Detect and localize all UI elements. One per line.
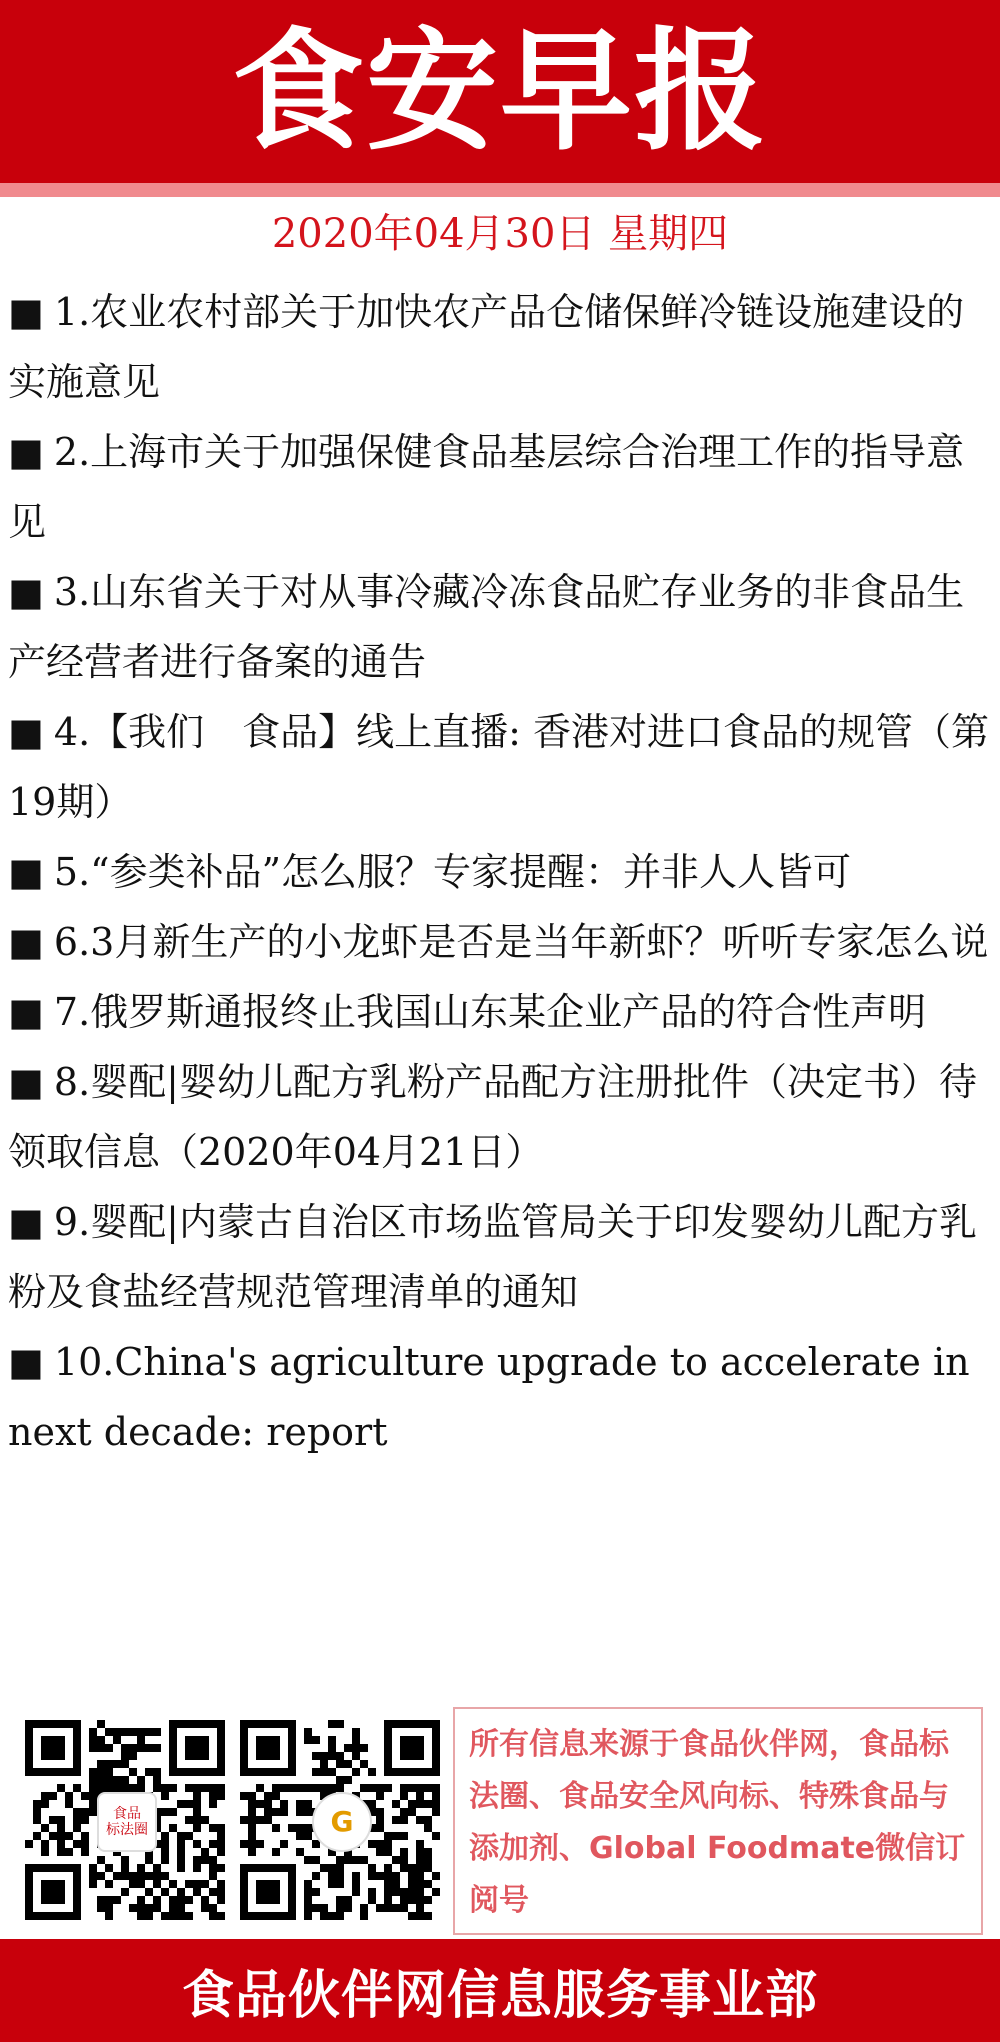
news-item-text: 4.【我们 食品】线上直播: 香港对进口食品的规管（第19期） <box>8 710 990 824</box>
food-label-logo-icon <box>97 1792 157 1852</box>
news-item-text: 5.“参类补品”怎么服？专家提醒：并非人人皆可 <box>53 850 852 894</box>
bullet-icon: ■ <box>8 920 44 964</box>
bullet-icon: ■ <box>8 570 44 614</box>
bullet-icon: ■ <box>8 1060 44 1104</box>
news-item-text: 9.婴配|内蒙古自治区市场监管局关于印发婴幼儿配方乳粉及食盐经营规范管理清单的通知 <box>8 1200 977 1314</box>
news-item-text: 3.山东省关于对从事冷藏冷冻食品贮存业务的非食品生产经营者进行备案的通告 <box>8 570 965 684</box>
news-item-text: 2.上海市关于加强保健食品基层综合治理工作的指导意见 <box>8 430 965 544</box>
bullet-icon: ■ <box>8 850 44 894</box>
bullet-icon: ■ <box>8 1200 44 1244</box>
footer-banner <box>0 1939 1000 2042</box>
bullet-icon: ■ <box>8 430 44 474</box>
header-banner <box>0 0 1000 183</box>
qr-code-icon <box>25 1720 225 1920</box>
qr-logo-text: 食品 标法圈 <box>106 1806 148 1838</box>
news-list <box>8 277 993 1467</box>
news-item-8[interactable] <box>8 1047 993 1187</box>
qr-code-icon <box>240 1720 440 1920</box>
news-item-text: 6.3月新生产的小龙虾是否是当年新虾？听听专家怎么说 <box>53 920 989 964</box>
bullet-icon: ■ <box>8 990 44 1034</box>
source-note <box>453 1707 983 1935</box>
foodmate-logo-icon <box>312 1792 372 1852</box>
bullet-icon: ■ <box>8 290 44 334</box>
bullet-icon: ■ <box>8 1340 44 1384</box>
news-item-1[interactable] <box>8 277 993 417</box>
footer-text: 食品伙伴网信息服务事业部 <box>181 1966 818 2026</box>
report-date: 2020年04月30日 星期四 <box>271 211 729 257</box>
news-item-3[interactable] <box>8 557 993 697</box>
news-item-4[interactable] <box>8 697 993 837</box>
source-note-text: 所有信息来源于食品伙伴网，食品标法圈、食品安全风向标、特殊食品与添加剂、Global Foodmate微信订阅号 <box>469 1727 966 1918</box>
bullet-icon: ■ <box>8 710 44 754</box>
news-item-10[interactable] <box>8 1327 993 1467</box>
news-item-text: 1.农业农村部关于加快农产品仓储保鲜冷链设施建设的实施意见 <box>8 290 965 404</box>
news-item-5[interactable] <box>8 837 993 907</box>
news-item-text: 10.China's agriculture upgrade to accelerate in next decade: report <box>8 1340 970 1454</box>
news-item-6[interactable] <box>8 907 993 977</box>
news-item-text: 8.婴配|婴幼儿配方乳粉产品配方注册批件（决定书）待领取信息（2020年04月21日） <box>8 1060 977 1174</box>
header-stripe <box>0 183 1000 197</box>
qr-logo-text: G <box>330 1805 354 1838</box>
news-item-9[interactable] <box>8 1187 993 1327</box>
news-item-7[interactable] <box>8 977 993 1047</box>
news-item-2[interactable] <box>8 417 993 557</box>
page-title: 食安早报 <box>232 14 768 169</box>
news-item-text: 7.俄罗斯通报终止我国山东某企业产品的符合性声明 <box>53 990 927 1034</box>
